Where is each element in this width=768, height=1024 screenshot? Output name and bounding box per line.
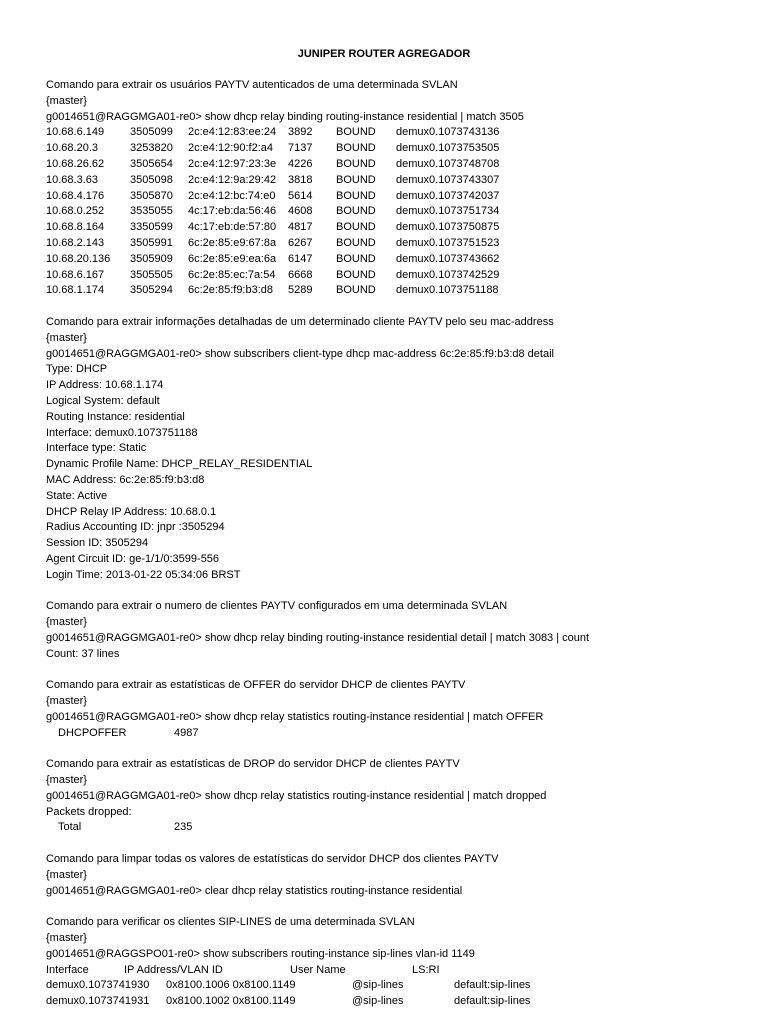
table-row: [46, 204, 746, 220]
table-row: [46, 283, 746, 299]
detail-line: Login Time: 2013-01-22 05:34:06 BRST: [46, 568, 241, 581]
binding-session-id: 3505909: [130, 252, 173, 265]
binding-lease: 7137: [288, 142, 313, 155]
binding-session-id: 3253820: [130, 142, 173, 155]
binding-lease: 4817: [288, 221, 313, 234]
binding-session-id: 3535055: [130, 205, 173, 218]
binding-state: BOUND: [336, 126, 376, 139]
binding-lease: 6267: [288, 236, 313, 249]
table-row: [46, 994, 746, 1010]
binding-ip: 10.68.1.174: [46, 284, 105, 297]
detail-line: Dynamic Profile Name: DHCP_RELAY_RESIDENTIAL: [46, 458, 313, 471]
table-row: [46, 236, 746, 252]
binding-lease: 3892: [288, 126, 313, 139]
binding-state: BOUND: [336, 157, 376, 170]
binding-mac: 6c:2e:85:ec:7a:54: [188, 268, 276, 281]
binding-lease: 3818: [288, 173, 313, 186]
sip-table-body: [46, 978, 746, 1010]
section-heading: Comando para extrair as estatísticas de DROP do servidor DHCP de clientes PAYTV: [46, 758, 460, 771]
binding-state: BOUND: [336, 284, 376, 297]
cli-mode: {master}: [46, 616, 87, 629]
binding-session-id: 3350599: [130, 221, 173, 234]
section-heading: Comando para limpar todas os valores de estatísticas do servidor DHCP dos clientes PAYTV: [46, 853, 499, 866]
binding-ip: 10.68.0.252: [46, 205, 105, 218]
stat-name: Total: [58, 821, 82, 834]
detail-line: Routing Instance: residential: [46, 410, 185, 423]
detail-line: Session ID: 3505294: [46, 537, 149, 550]
binding-ip: 10.68.6.149: [46, 126, 105, 139]
binding-mac: 6c:2e:85:f9:b3:d8: [188, 284, 274, 297]
section-heading: Comando para extrair informações detalhadas de um determinado cliente PAYTV pelo seu mac-address: [46, 315, 554, 328]
binding-session-id: 3505099: [130, 126, 173, 139]
stat-value: 4987: [174, 726, 199, 739]
cli-mode: {master}: [46, 868, 87, 881]
detail-line: Logical System: default: [46, 394, 160, 407]
binding-state: BOUND: [336, 236, 376, 249]
table-row: [46, 125, 746, 141]
binding-mac: 4c:17:eb:de:57:80: [188, 221, 277, 234]
binding-mac: 2c:e4:12:83:ee:24: [188, 126, 277, 139]
detail-line: Radius Accounting ID: jnpr :3505294: [46, 521, 225, 534]
column-header: User Name: [290, 963, 346, 976]
binding-interface: demux0.1073743136: [396, 126, 500, 139]
cli-command: g0014651@RAGGMGA01-re0> clear dhcp relay statistics routing-instance residential: [46, 884, 463, 897]
binding-session-id: 3505991: [130, 236, 173, 249]
section-heading: Comando para verificar os clientes SIP-LINES de uma determinada SVLAN: [46, 916, 415, 929]
binding-session-id: 3505870: [130, 189, 173, 202]
section-heading: Comando para extrair o numero de clientes PAYTV configurados em uma determinada SVLAN: [46, 600, 508, 613]
subscriber-details: [46, 362, 746, 583]
cli-command: g0014651@RAGGMGA01-re0> show dhcp relay binding routing-instance residential | match 3505: [46, 110, 524, 123]
table-row: [46, 141, 746, 157]
sip-interface: demux0.1073741931: [46, 995, 150, 1008]
binding-mac: 2c:e4:12:97:23:3e: [188, 157, 277, 170]
detail-line: Type: DHCP: [46, 363, 108, 376]
binding-lease: 4226: [288, 157, 313, 170]
binding-interface: demux0.1073742037: [396, 189, 500, 202]
cli-output: Packets dropped:: [46, 805, 132, 818]
column-header: Interface: [46, 963, 89, 976]
binding-table: [46, 125, 746, 299]
binding-interface: demux0.1073751523: [396, 236, 500, 249]
binding-ip: 10.68.20.3: [46, 142, 98, 155]
binding-state: BOUND: [336, 173, 376, 186]
cli-command: g0014651@RAGGSPO01-re0> show subscribers routing-instance sip-lines vlan-id 1149: [46, 947, 475, 960]
cli-command: g0014651@RAGGMGA01-re0> show dhcp relay statistics routing-instance residential | match dropped: [46, 789, 547, 802]
sip-table-header: [46, 963, 746, 979]
binding-lease: 5289: [288, 284, 313, 297]
section-heading: Comando para extrair os usuários PAYTV autenticados de uma determinada SVLAN: [46, 79, 458, 91]
binding-session-id: 3505294: [130, 284, 173, 297]
binding-mac: 6c:2e:85:e9:67:8a: [188, 236, 277, 249]
binding-mac: 2c:e4:12:bc:74:e0: [188, 189, 276, 202]
table-row: [46, 978, 746, 994]
binding-state: BOUND: [336, 142, 376, 155]
binding-session-id: 3505098: [130, 173, 173, 186]
document-body: [46, 78, 746, 1010]
binding-mac: 4c:17:eb:da:56:46: [188, 205, 277, 218]
column-header: IP Address/VLAN ID: [124, 963, 223, 976]
binding-state: BOUND: [336, 221, 376, 234]
binding-ip: 10.68.3.63: [46, 173, 98, 186]
cli-mode: {master}: [46, 695, 87, 708]
cli-command: g0014651@RAGGMGA01-re0> show subscribers client-type dhcp mac-address 6c:2e:85:f9:b3:d8 detail: [46, 347, 554, 360]
binding-ip: 10.68.20.136: [46, 252, 111, 265]
sip-interface: demux0.1073741930: [46, 979, 150, 992]
binding-state: BOUND: [336, 268, 376, 281]
binding-interface: demux0.1073743662: [396, 252, 500, 265]
sip-user: @sip-lines: [352, 979, 404, 992]
cli-mode: {master}: [46, 932, 87, 945]
binding-ip: 10.68.26.62: [46, 157, 105, 170]
binding-ip: 10.68.2.143: [46, 236, 105, 249]
table-row: [46, 173, 746, 189]
binding-interface: demux0.1073748708: [396, 157, 500, 170]
binding-interface: demux0.1073742529: [396, 268, 500, 281]
section-heading: Comando para extrair as estatísticas de OFFER do servidor DHCP de clientes PAYTV: [46, 679, 466, 692]
detail-line: Agent Circuit ID: ge-1/1/0:3599-556: [46, 552, 220, 565]
cli-mode: {master}: [46, 774, 87, 787]
binding-state: BOUND: [336, 252, 376, 265]
cli-output: Count: 37 lines: [46, 647, 120, 660]
binding-session-id: 3505505: [130, 268, 173, 281]
binding-lease: 6668: [288, 268, 313, 281]
sip-user: @sip-lines: [352, 995, 404, 1008]
detail-line: IP Address: 10.68.1.174: [46, 379, 164, 392]
binding-lease: 6147: [288, 252, 313, 265]
binding-mac: 2c:e4:12:90:f2:a4: [188, 142, 274, 155]
column-header: LS:RI: [412, 963, 440, 976]
sip-vlan: 0x8100.1006 0x8100.1149: [166, 979, 296, 992]
stat-row: [46, 726, 746, 742]
binding-session-id: 3505654: [130, 157, 173, 170]
stat-name: DHCPOFFER: [58, 726, 127, 739]
table-row: [46, 220, 746, 236]
cli-mode: {master}: [46, 94, 87, 107]
binding-state: BOUND: [336, 189, 376, 202]
binding-ip: 10.68.6.167: [46, 268, 105, 281]
table-row: [46, 157, 746, 173]
binding-ip: 10.68.4.176: [46, 189, 105, 202]
binding-interface: demux0.1073743307: [396, 173, 500, 186]
cli-mode: {master}: [46, 331, 87, 344]
binding-interface: demux0.1073751188: [396, 284, 499, 297]
detail-line: State: Active: [46, 489, 108, 502]
stat-value: 235: [174, 821, 193, 834]
document-title: JUNIPER ROUTER AGREGADOR: [297, 48, 471, 60]
binding-lease: 5614: [288, 189, 313, 202]
table-row: [46, 189, 746, 205]
table-row: [46, 268, 746, 284]
sip-vlan: 0x8100.1002 0x8100.1149: [166, 995, 296, 1008]
sip-ls-ri: default:sip-lines: [454, 995, 531, 1008]
sip-ls-ri: default:sip-lines: [454, 979, 531, 992]
binding-state: BOUND: [336, 205, 376, 218]
binding-ip: 10.68.8.164: [46, 221, 105, 234]
detail-line: Interface: demux0.1073751188: [46, 426, 198, 439]
cli-command: g0014651@RAGGMGA01-re0> show dhcp relay statistics routing-instance residential | match OFFER: [46, 710, 544, 723]
binding-lease: 4608: [288, 205, 313, 218]
detail-line: MAC Address: 6c:2e:85:f9:b3:d8: [46, 473, 205, 486]
binding-mac: 6c:2e:85:e9:ea:6a: [188, 252, 277, 265]
stat-row: [46, 820, 746, 836]
table-row: [46, 252, 746, 268]
detail-line: DHCP Relay IP Address: 10.68.0.1: [46, 505, 217, 518]
detail-line: Interface type: Static: [46, 442, 147, 455]
binding-interface: demux0.1073751734: [396, 205, 500, 218]
binding-interface: demux0.1073753505: [396, 142, 500, 155]
binding-interface: demux0.1073750875: [396, 221, 500, 234]
binding-mac: 2c:e4:12:9a:29:42: [188, 173, 277, 186]
cli-command: g0014651@RAGGMGA01-re0> show dhcp relay binding routing-instance residential detail | match 3083 | count: [46, 631, 590, 644]
